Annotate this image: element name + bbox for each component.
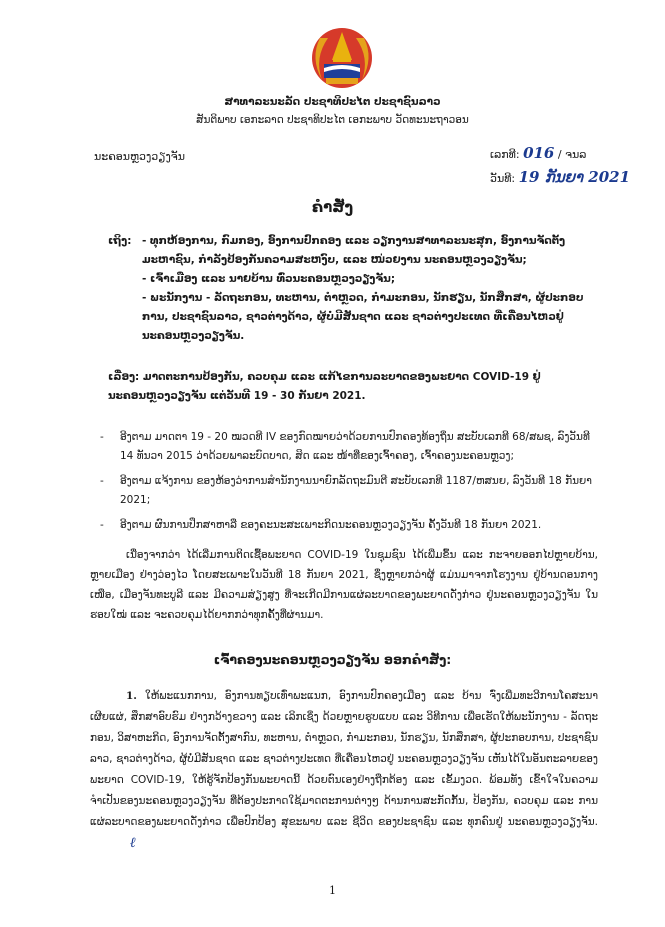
legal-references bbox=[100, 428, 598, 541]
legal-reference-item: - ອີງຕາມ ຜົນການປຶກສາຫາລື ຂອງຄະນະສະເພາະກິດນະຄອນຫຼວງວຽງຈັນ ຄັ້ງວັນທີ 18 ກັນຍາ 2021. bbox=[100, 516, 598, 535]
reference-block bbox=[490, 142, 630, 190]
order-item-text: ໃຫ້ພະແນກການ, ອົງການທຽບເທົ່າພະແນກ, ອົງການປົກຄອງເມືອງ ແລະ ບ້ານ ຈົ່ງເພີ່ມທະວີການໂຄສະນາເຜີຍແຜ່, ສຶກສາອົບຮົມ ຢ່າງກວ້າງຂວາງ ແລະ ເລິກເຊິ່ງ ດ້ວຍຫຼາຍຮູບແບບ ແລະ ວິທີການ ເພື່ອເຮັດໃຫ້ພະນັກງານ - ລັດຖະກອນ, ວິສາຫະກິດ, ອົງການຈັດຕັ້ງສາກົນ, ທະຫານ, ຕຳຫຼວດ, ກຳມະກອນ, ນັກຮຽນ, ນັກສຶກສາ, ຜູ້ປະກອບການ, ປະຊາຊົນລາວ, ຊາວຕ່າງດ້າວ, ຜູ້ບໍ່ມີສັນຊາດ ແລະ ຊາວຕ່າງປະເທດ ທີ່ເຄື່ອນໄຫວຢູ່ ນະຄອນຫຼວງວຽງຈັນ ເຫັນໄດ້ໃນອັນຕະລາຍຂອງພະຍາດ COVID-19, ໃຫ້ຮູ້ຈັກປ້ອງກັນພະຍາດນີ້ ດ້ວຍຕົນເອງຢ່າງຖືກຕ້ອງ ແລະ ເຂັ້ມງວດ. ພ້ອມທັງ ເຂົ້າໃຈໃນຄວາມຈຳເປັນຂອງນະຄອນຫຼວງວຽງຈັນ ທີ່ຕ້ອງປະກາດໃຊ້ມາດຕະການຕ່າງໆ ດ້ານການສະກັດກັ້ນ, ປ້ອງກັນ, ຄວບຄຸມ ແລະ ການແຜ່ລະບາດຂອງພະຍາດດັ່ງກ່າວ ເພື່ອປົກປ້ອງ ສຸຂະພາບ ແລະ ຊີວິດ ຂອງປະຊາຊົນ ແລະ ທຸກຄົນຢູ່ ນະຄອນຫຼວງວຽງຈັນ. bbox=[90, 690, 598, 828]
country-name-header: ສາທາລະນະລັດ ປະຊາທິປະໄຕ ປະຊາຊົນລາວ bbox=[224, 96, 441, 108]
national-emblem-icon bbox=[306, 24, 378, 90]
order-heading: ເຈົ້າຄອງນະຄອນຫຼວງວຽງຈັນ ອອກຄຳສັ່ງ: bbox=[213, 652, 452, 667]
reference-number-value: 016 bbox=[523, 144, 555, 162]
legal-reference-text: ອີງຕາມ ແຈ້ງການ ຂອງຫ້ອງວ່າການສຳນັກງານນາຍົກລັດຖະມົນຕີ ສະບັບເລກທີ 1187/ຫສນຍ, ລົງວັນທີ 18 ກັນຍາ 2021; bbox=[120, 475, 592, 506]
order-item bbox=[90, 686, 598, 855]
recipient-item: - ທຸກຫ້ອງການ, ກົມກອງ, ອົງການປົກຄອງ ແລະ ວຽກງານສາທາລະນະສຸກ, ອົງການຈັດຕັ້ງມະຫາຊົນ, ກຳລັງປ້ອງກັນຄວາມສະຫງົບ, ແລະ ໜ່ວຍງານ ນະຄອນຫຼວງວຽງຈັນ; bbox=[142, 235, 566, 266]
motto-header: ສັນຕິພາບ ເອກະລາດ ປະຊາທິປະໄຕ ເອກະພາບ ວັດທະນະຖາວອນ bbox=[196, 114, 469, 126]
recipient-line bbox=[108, 270, 598, 289]
reference-number-suffix: / ຈນລ bbox=[557, 148, 587, 161]
document-title: ຄໍາສັ່ງ bbox=[311, 198, 354, 216]
legal-reference-text: ອີງຕາມ ມາດຕາ 19 - 20 ໝວດທີ IV ຂອງກົດໝາຍວ່າດ້ວຍການປົກຄອງທ້ອງຖິ່ນ ສະບັບເລກທີ 68/ສພຊ, ລົງວັນທີ 14 ທັນວາ 2015 ວ່າດ້ວຍພາລະບົດບາດ, ສິດ ແລະ ໜ້າທີ່ຂອງເຈົ້າຄອງ, ເຈົ້າຄອງນະຄອນຫຼວງ; bbox=[120, 431, 590, 462]
handwritten-initial-icon: ℓ bbox=[130, 835, 136, 851]
recipients-block bbox=[108, 232, 598, 346]
subject-block bbox=[108, 368, 598, 406]
order-item-number: 1. bbox=[126, 690, 137, 702]
legal-reference-item: - ອີງຕາມ ມາດຕາ 19 - 20 ໝວດທີ IV ຂອງກົດໝາຍວ່າດ້ວຍການປົກຄອງທ້ອງຖິ່ນ ສະບັບເລກທີ 68/ສພຊ, ລົງວັນທີ 14 ທັນວາ 2015 ວ່າດ້ວຍພາລະບົດບາດ, ສິດ ແລະ ໜ້າທີ່ຂອງເຈົ້າຄອງ, ເຈົ້າຄອງນະຄອນຫຼວງ; bbox=[100, 428, 598, 466]
preamble-paragraph: ເນື່ອງຈາກວ່າ ໄດ້ເລີ່ມການຕິດເຊື້ອພະຍາດ COVID-19 ໃນຊຸມຊົນ ໄດ້ເພີ່ມຂຶ້ນ ແລະ ກະຈາຍອອກໄປຫຼາຍບ້ານ, ຫຼາຍເມືອງ ຢ່າງວ່ອງໄວ ໂດຍສະເພາະໃນວັນທີ 18 ກັນຍາ 2021, ຊຶ່ງຫຼາຍກວ່າຜູ້ ແມ່ນມາຈາກໂຮງງານ ຢູ່ບ້ານດອນກາງເໜືອ, ເມືອງຈັນທະບູລີ ແລະ ມີຄວາມສ່ຽງສູງ ທີ່ຈະເກີດມີການແຜ່ລະບາດຂອງພະຍາດດັ່ງກ່າວ ຢູ່ນະຄອນຫຼວງວຽງຈັນ ໃນຮອບໃໝ່ ແລະ ຈະຄວບຄຸມໄດ້ຍາກກວ່າທຸກຄັ້ງທີ່ຜ່ານມາ. bbox=[90, 549, 598, 621]
subject-lead: ເລື່ອງ: bbox=[108, 371, 140, 383]
recipient-item: - ເຈົ້າເມືອງ ແລະ ນາຍບ້ານ ທົ່ວນະຄອນຫຼວງວຽງຈັນ; bbox=[142, 273, 396, 285]
recipient-item: - ພະນັກງານ - ລັດຖະກອນ, ທະຫານ, ຕຳຫຼວດ, ກຳມະກອນ, ນັກຮຽນ, ນັກສຶກສາ, ຜູ້ປະກອບການ, ປະຊາຊົນລາວ, ຊາວຕ່າງດ້າວ, ຜູ້ບໍ່ມີສັນຊາດ ແລະ ຊາວຕ່າງປະເທດ ທີ່ເຄື່ອນໄຫວຢູ່ ນະຄອນຫຼວງວຽງຈັນ. bbox=[142, 292, 584, 342]
subject-text: ມາດຕະການປ້ອງກັນ, ຄວບຄຸມ ແລະ ແກ້ໄຂການລະບາດຂອງພະຍາດ COVID-19 ຢູ່ນະຄອນຫຼວງວຽງຈັນ ແຕ່ວັນທີ 19 - 30 ກັນຍາ 2021. bbox=[108, 371, 541, 402]
reference-date-value: 19 ກັນຍາ 2021 bbox=[518, 168, 631, 186]
legal-reference-item: - ອີງຕາມ ແຈ້ງການ ຂອງຫ້ອງວ່າການສຳນັກງານນາຍົກລັດຖະມົນຕີ ສະບັບເລກທີ 1187/ຫສນຍ, ລົງວັນທີ 18 ກັນຍາ 2021; bbox=[100, 472, 598, 510]
recipient-line bbox=[108, 232, 598, 270]
recipients-lead: ເຖິງ: bbox=[108, 235, 132, 247]
reference-date-label: ວັນທີ: bbox=[490, 172, 516, 185]
reference-date-line bbox=[490, 166, 630, 190]
recipient-line bbox=[108, 289, 598, 346]
page-number: 1 bbox=[329, 884, 336, 897]
legal-reference-text: ອີງຕາມ ຜົນການປຶກສາຫາລື ຂອງຄະນະສະເພາະກິດນະຄອນຫຼວງວຽງຈັນ ຄັ້ງວັນທີ 18 ກັນຍາ 2021. bbox=[120, 519, 542, 531]
reference-number-label: ເລກທີ: bbox=[490, 148, 520, 161]
reference-number-line bbox=[490, 142, 630, 166]
issuing-authority: ນະຄອນຫຼວງວຽງຈັນ bbox=[94, 150, 185, 163]
